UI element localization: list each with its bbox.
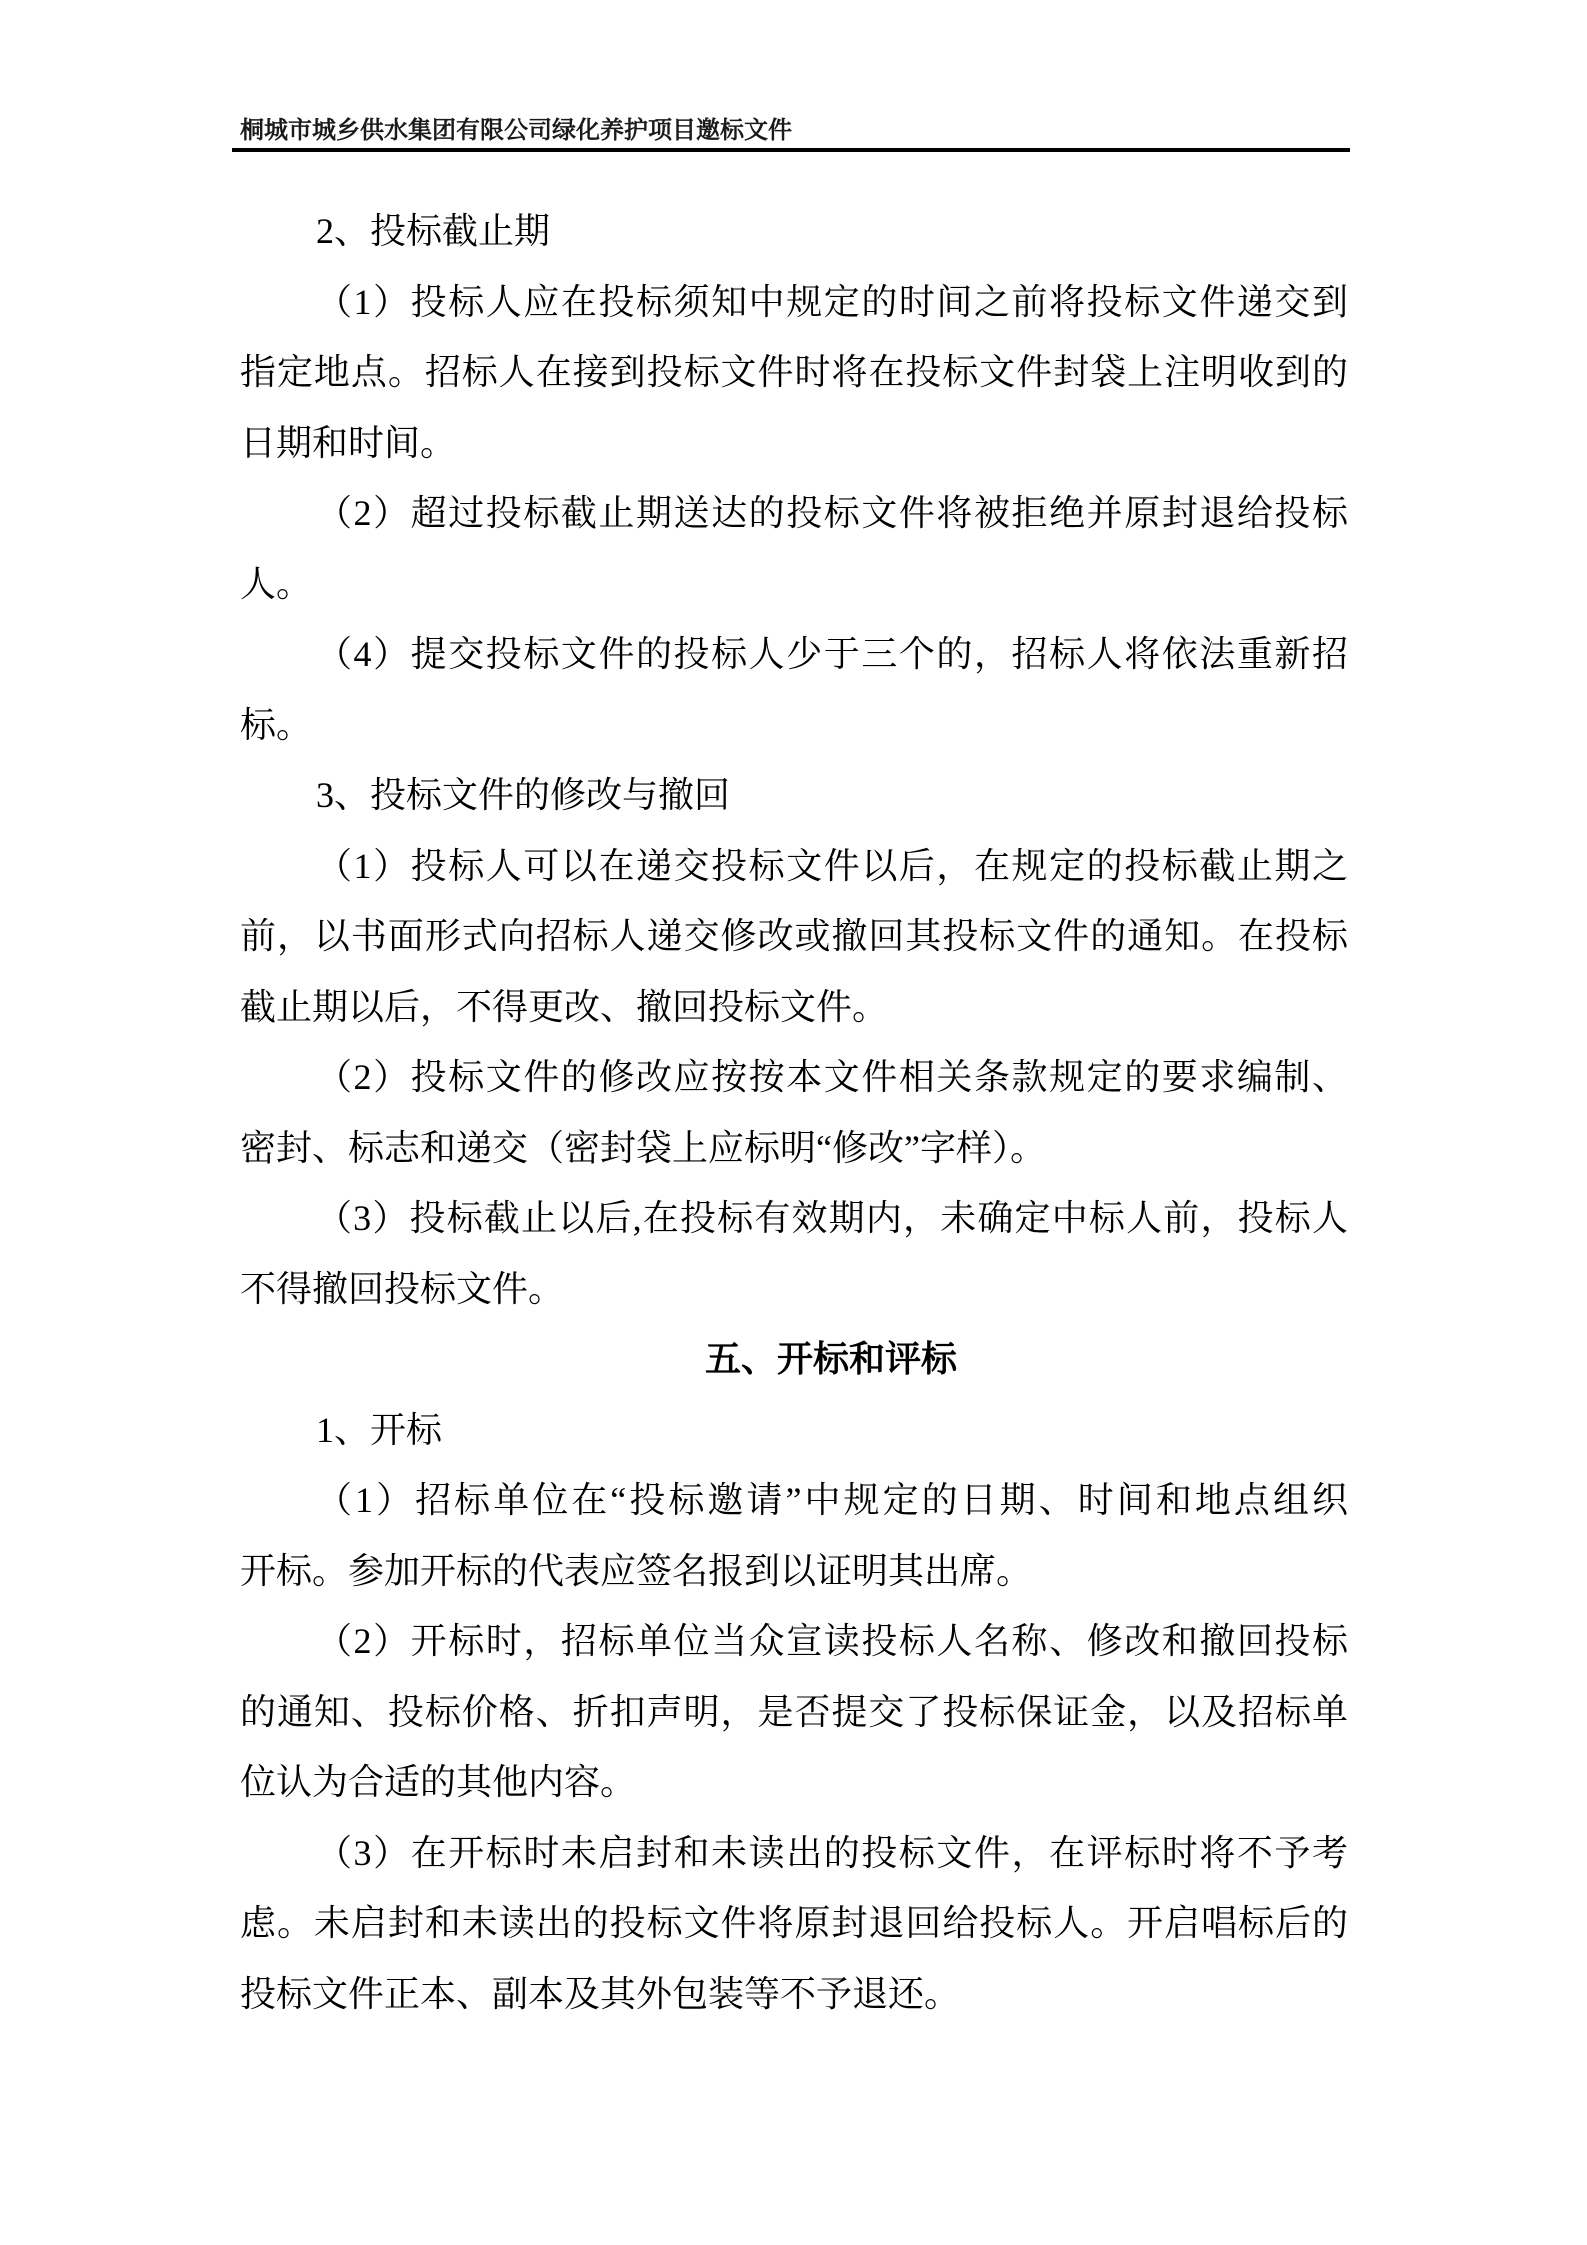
text-line: 密封、标志和递交（密封袋上应标明“修改”字样）。	[240, 1127, 1046, 1168]
text-line: 日期和时间。	[240, 422, 457, 463]
text-line: 2、投标截止期	[316, 211, 551, 251]
text-line: 指定地点。招标人在接到投标文件时将在投标文件封袋上注明收到的	[240, 352, 1348, 392]
text-line: 截止期以后，不得更改、撤回投标文件。	[240, 986, 889, 1027]
text-line: 1、开标	[316, 1409, 443, 1450]
text-line: 的通知、投标价格、折扣声明，是否提交了投标保证金，以及招标单	[240, 1691, 1348, 1732]
text-line: （1）投标人可以在递交投标文件以后，在规定的投标截止期之	[316, 845, 1348, 886]
section-heading: 五、开标和评标	[704, 1339, 957, 1379]
header-rule	[232, 148, 1350, 152]
text-line: （4）提交投标文件的投标人少于三个的，招标人将依法重新招	[316, 634, 1348, 674]
text-line: 开标。参加开标的代表应签名报到以证明其出席。	[240, 1550, 1033, 1591]
text-line: （3）投标截止以后,在投标有效期内，未确定中标人前，投标人	[316, 1198, 1348, 1238]
text-line: （2）开标时，招标单位当众宣读投标人名称、修改和撤回投标	[316, 1621, 1348, 1661]
page-header-title: 桐城市城乡供水集团有限公司绿化养护项目邀标文件	[240, 118, 792, 144]
text-line: （2）超过投标截止期送达的投标文件将被拒绝并原封退给投标	[316, 493, 1348, 533]
text-line: 人。	[240, 563, 313, 604]
document-body	[240, 196, 1348, 2029]
text-line: 虑。未启封和未读出的投标文件将原封退回给投标人。开启唱标后的	[240, 1903, 1348, 1943]
text-line: 不得撤回投标文件。	[240, 1268, 565, 1309]
text-line: （1）投标人应在投标须知中规定的时间之前将投标文件递交到	[316, 281, 1348, 322]
text-line: （1）招标单位在“投标邀请”中规定的日期、时间和地点组织	[316, 1480, 1348, 1520]
text-line: （2）投标文件的修改应按按本文件相关条款规定的要求编制、	[316, 1057, 1348, 1097]
text-line: 3、投标文件的修改与撤回	[316, 775, 731, 815]
text-line: （3）在开标时未启封和未读出的投标文件，在评标时将不予考	[316, 1832, 1348, 1873]
text-line: 投标文件正本、副本及其外包装等不予退还。	[240, 1973, 961, 2014]
text-line: 前，以书面形式向招标人递交修改或撤回其投标文件的通知。在投标	[240, 916, 1348, 956]
text-line: 位认为合适的其他内容。	[240, 1762, 637, 1802]
text-line: 标。	[240, 704, 313, 745]
